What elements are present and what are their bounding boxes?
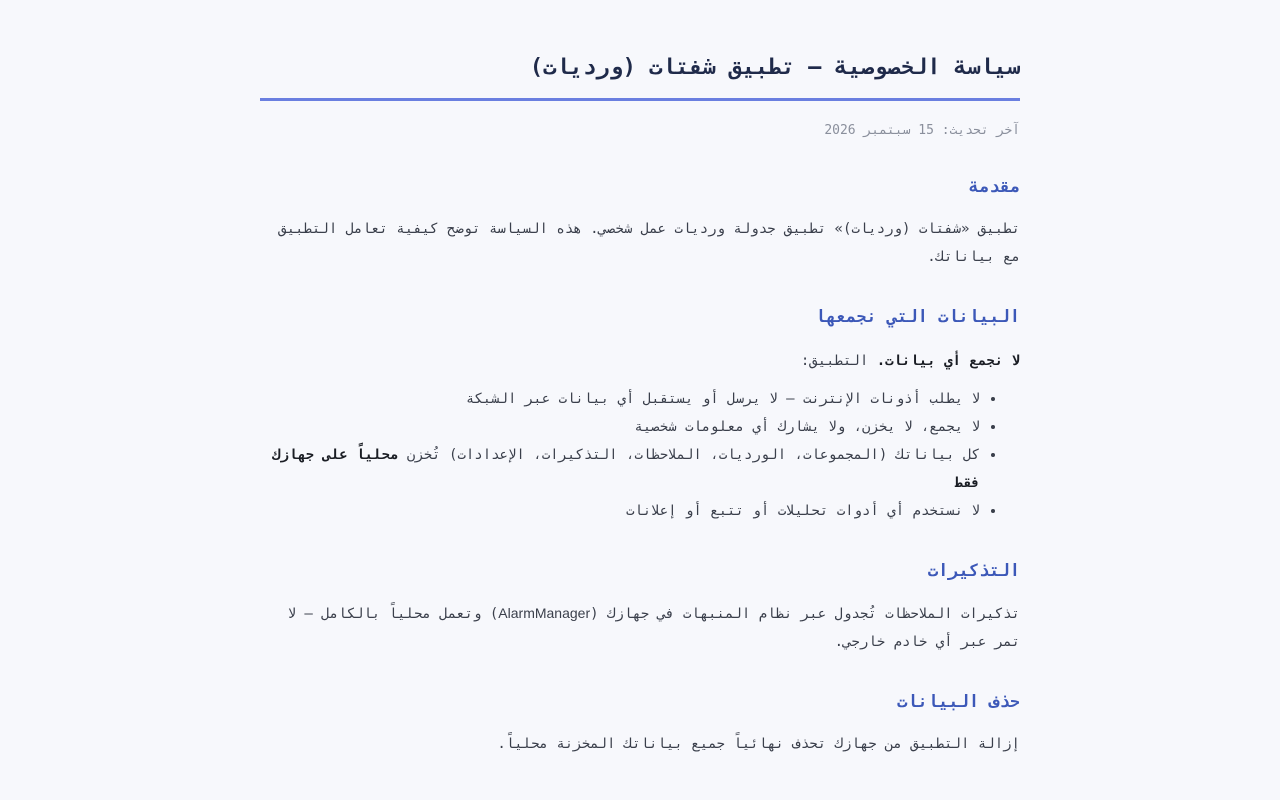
page-title: سياسة الخصوصية — تطبيق شفتات (ورديات) bbox=[260, 48, 1020, 101]
reminders-text-pre: تذكيرات الملاحظات تُجدول عبر نظام المنبهات في جهازك ( bbox=[590, 606, 1020, 622]
section-body-deletion: إزالة التطبيق من جهازك تحذف نهائياً جميع بياناتك المخزنة محلياً. bbox=[497, 736, 1020, 752]
alarm-manager-code: AlarmManager bbox=[498, 605, 591, 621]
section-body-reminders bbox=[260, 599, 1020, 656]
local-only-emphasis: محلياً على جهازك فقط bbox=[271, 447, 980, 491]
last-updated: آخر تحديث: 15 سبتمبر 2026 bbox=[824, 123, 1020, 138]
section-lead-collected bbox=[260, 347, 1020, 375]
section-body-intro: تطبيق «شفتات (ورديات)» تطبيق جدولة ورديات عمل شخصي. هذه السياسة توضح كيفية تعامل التطبيق مع بياناتك. bbox=[278, 221, 1020, 265]
privacy-policy-page bbox=[260, 0, 1020, 758]
list-item bbox=[260, 441, 980, 497]
section-heading-reminders: التذكيرات bbox=[927, 561, 1020, 581]
no-data-statement: لا نجمع أي بيانات. bbox=[876, 353, 1020, 369]
section-heading-deletion: حذف البيانات bbox=[897, 692, 1020, 712]
lead-rest: التطبيق: bbox=[800, 353, 877, 369]
collected-list bbox=[260, 385, 1020, 525]
list-item: • لا يطلب أذونات الإنترنت — لا يرسل أو يستقبل أي بيانات عبر الشبكة bbox=[260, 385, 980, 413]
section-heading-collected: البيانات التي نجمعها bbox=[815, 307, 1020, 327]
list-item: • لا نستخدم أي أدوات تحليلات أو تتبع أو إعلانات bbox=[260, 497, 980, 525]
section-heading-intro: مقدمة bbox=[968, 177, 1020, 197]
list-item-text: كل بياناتك (المجموعات، الورديات، الملاحظات، التذكيرات، الإعدادات) تُخزن bbox=[398, 447, 980, 463]
list-item: • لا يجمع، لا يخزن، ولا يشارك أي معلومات شخصية bbox=[260, 413, 980, 441]
reminders-text-post: ) وتعمل محلياً بالكامل — لا تمر عبر أي خادم خارجي. bbox=[287, 606, 1020, 650]
